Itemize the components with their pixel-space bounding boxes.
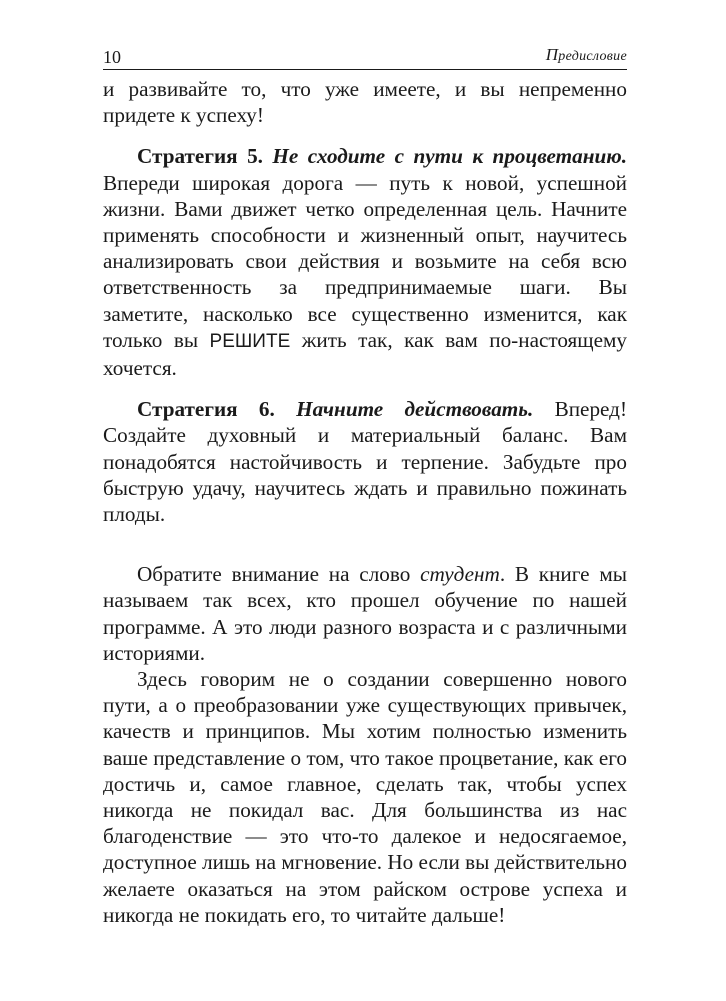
- strategy-6-label: Стратегия 6.: [137, 397, 275, 422]
- strategy-5-label: Стратегия 5.: [137, 144, 263, 169]
- student-text-end: . В книге мы называем так всех, кто прошел обучение по нашей программе. А это люди разного возраста и с различными историями.: [103, 562, 627, 665]
- student-text-start: Обратите внимание на слово: [137, 562, 411, 587]
- emphasis-caps-word: РЕШИТЕ: [209, 330, 291, 352]
- closing-text: Здесь говорим не о создании совершенно нового пути, а о преобразовании уже существующих привычек, качеств и принципов. Мы хотим полностью изменить ваше представление о том, что такое процветание, как его достичь и, самое главное, сделать так, чтобы успех никогда не покидал вас. Для большинства из нас благоденствие — это что-то далекое и недосягаемое, доступное лишь на мгновение. Но если вы действительно желаете оказаться на этом райском острове успеха и никогда не покидать его, то читайте дальше!: [103, 667, 627, 927]
- strategy-6-paragraph: [103, 396, 627, 527]
- student-italic-word: студент: [420, 562, 500, 587]
- body-text: [103, 76, 627, 928]
- paragraph-continuation: [103, 76, 627, 128]
- strategy-5-heading: Не сходите с пути к процветанию.: [272, 144, 628, 169]
- running-header: [103, 44, 627, 70]
- paragraph-text: и развивайте то, что уже имеете, и вы непременно придете к успеху!: [103, 77, 627, 128]
- strategy-6-text: Вперед! Создайте духовный и материальный баланс. Вам понадобятся настойчивость и терпение. Забудьте про быструю удачу, научитесь ждать и правильно пожинать плоды.: [103, 397, 628, 527]
- strategy-6-heading: Начните действовать.: [296, 397, 534, 422]
- book-page: [103, 44, 627, 928]
- section-title: Предисловие: [545, 45, 627, 64]
- strategy-5-text: Впереди широкая дорога — путь к новой, успешной жизни. Вами движет четко определенная цель. Начните применять способности и жизненный опыт, научитесь анализировать свои действия и возьмите на себя всю ответственность за предпринимаемые шаги. Вы заметите, насколько все существенно изменится, как только вы: [103, 170, 627, 352]
- student-paragraph: [103, 561, 627, 666]
- page-number: 10: [103, 47, 121, 67]
- strategy-5-paragraph: [103, 143, 627, 381]
- closing-paragraph: [103, 666, 627, 928]
- strategy-5-text-end: жить так, как вам по-настоящему хочется.: [103, 327, 628, 381]
